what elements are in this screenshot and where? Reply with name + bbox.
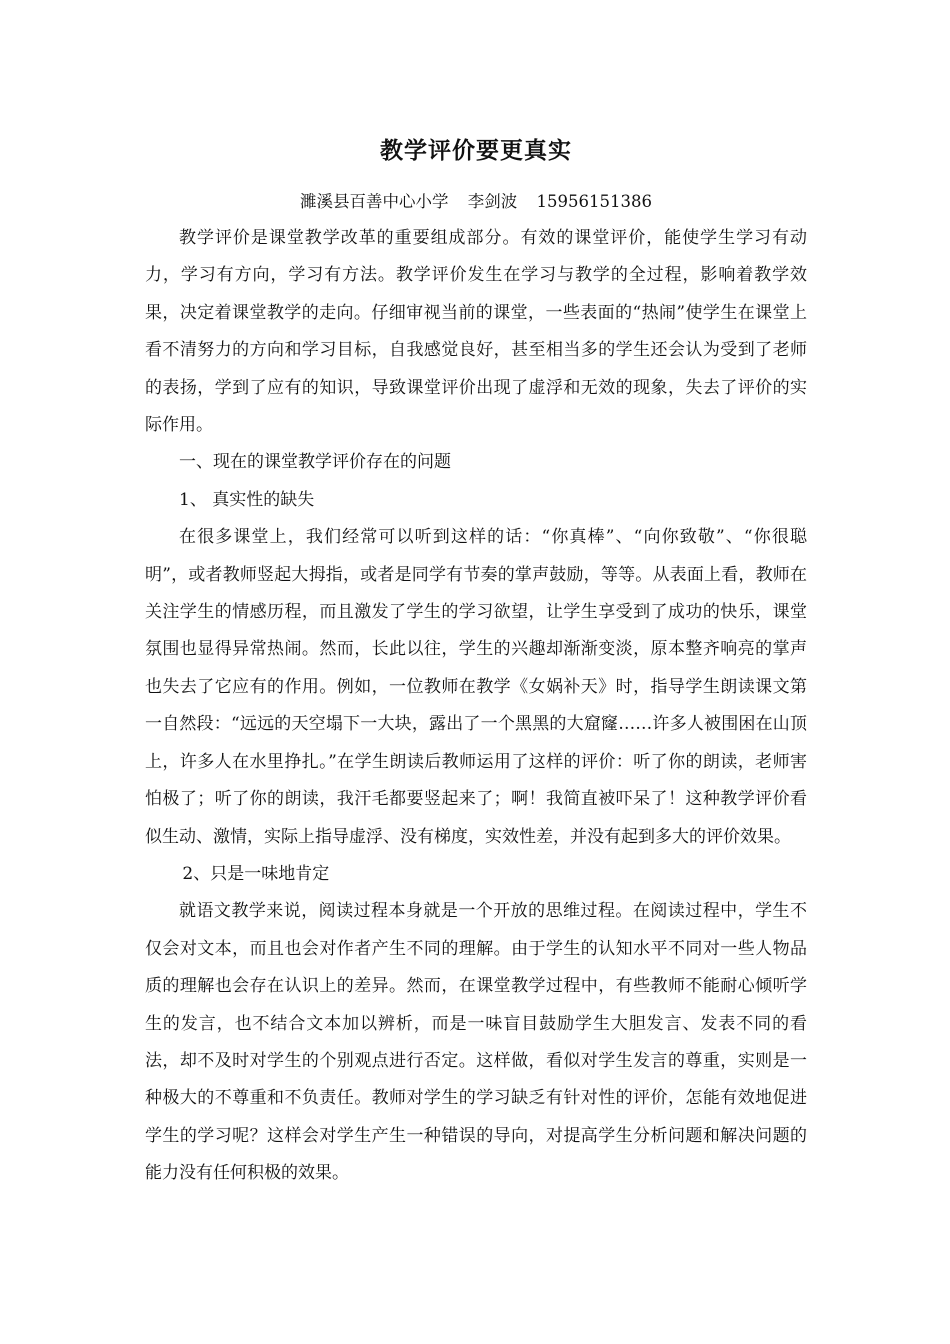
author-line	[145, 188, 807, 212]
document-title: 教学评价要更真实	[380, 138, 572, 164]
section-heading-1: 一、现在的课堂教学评价存在的问题	[179, 452, 451, 473]
subsection-heading-2: 2、只是一味地肯定	[182, 863, 330, 884]
paragraph-affirmation: 就语文教学来说，阅读过程本身就是一个开放的思维过程。在阅读过程中，学生不仅会对文本，而且也会对作者产生不同的理解。由于学生的认知水平不同对一些人物品质的理解也会存在认识上的差异。然而，在课堂教学过程中，有些教师不能耐心倾听学生的发言，也不结合文本加以辨析，而是一味盲目鼓励学生大胆发言、发表不同的看法，却不及时对学生的个别观点进行否定。这样做，看似对学生发言的尊重，实则是一种极大的不尊重和不负责任。教师对学生的学习缺乏有针对性的评价，怎能有效地促进学生的学习呢？这样会对学生产生一种错误的导向，对提高学生分析问题和解决问题的能力没有任何积极的效果。	[145, 901, 807, 1184]
subsection-heading-1: 1、 真实性的缺失	[179, 489, 315, 510]
document-body	[145, 220, 807, 1193]
author-phone: 15956151386	[536, 192, 652, 211]
author-name: 李剑波	[467, 192, 518, 211]
paragraph-authenticity: 在很多课堂上，我们经常可以听到这样的话：“你真棒”、“向你致敬”、“你很聪明”，或者教师竖起大拇指，或者是同学有节奏的掌声鼓励，等等。从表面上看，教师在关注学生的情感历程，而且激发了学生的学习欲望，让学生享受到了成功的快乐，课堂氛围也显得异常热闹。然而，长此以往，学生的兴趣却渐渐变淡，原本整齐响亮的掌声也失去了它应有的作用。例如，一位教师在教学《女娲补天》时，指导学生朗读课文第一自然段：“远远的天空塌下一大块，露出了一个黑黑的大窟窿……许多人被围困在山顶上，许多人在水里挣扎。”在学生朗读后教师运用了这样的评价：听了你的朗读，老师害怕极了；听了你的朗读，我汗毛都要竖起来了；啊！我简直被吓呆了！这种教学评价看似生动、激情，实际上指导虚浮、没有梯度，实效性差，并没有起到多大的评价效果。	[145, 527, 807, 847]
author-school: 濉溪县百善中心小学	[300, 192, 449, 211]
paragraph-intro: 教学评价是课堂教学改革的重要组成部分。有效的课堂评价，能使学生学习有动力，学习有方向，学习有方法。教学评价发生在学习与教学的全过程，影响着教学效果，决定着课堂教学的走向。仔细审视当前的课堂，一些表面的“热闹”使学生在课堂上看不清努力的方向和学习目标，自我感觉良好，甚至相当多的学生还会认为受到了老师的表扬，学到了应有的知识，导致课堂评价出现了虚浮和无效的现象，失去了评价的实际作用。	[145, 228, 807, 436]
document-page	[145, 0, 807, 1344]
